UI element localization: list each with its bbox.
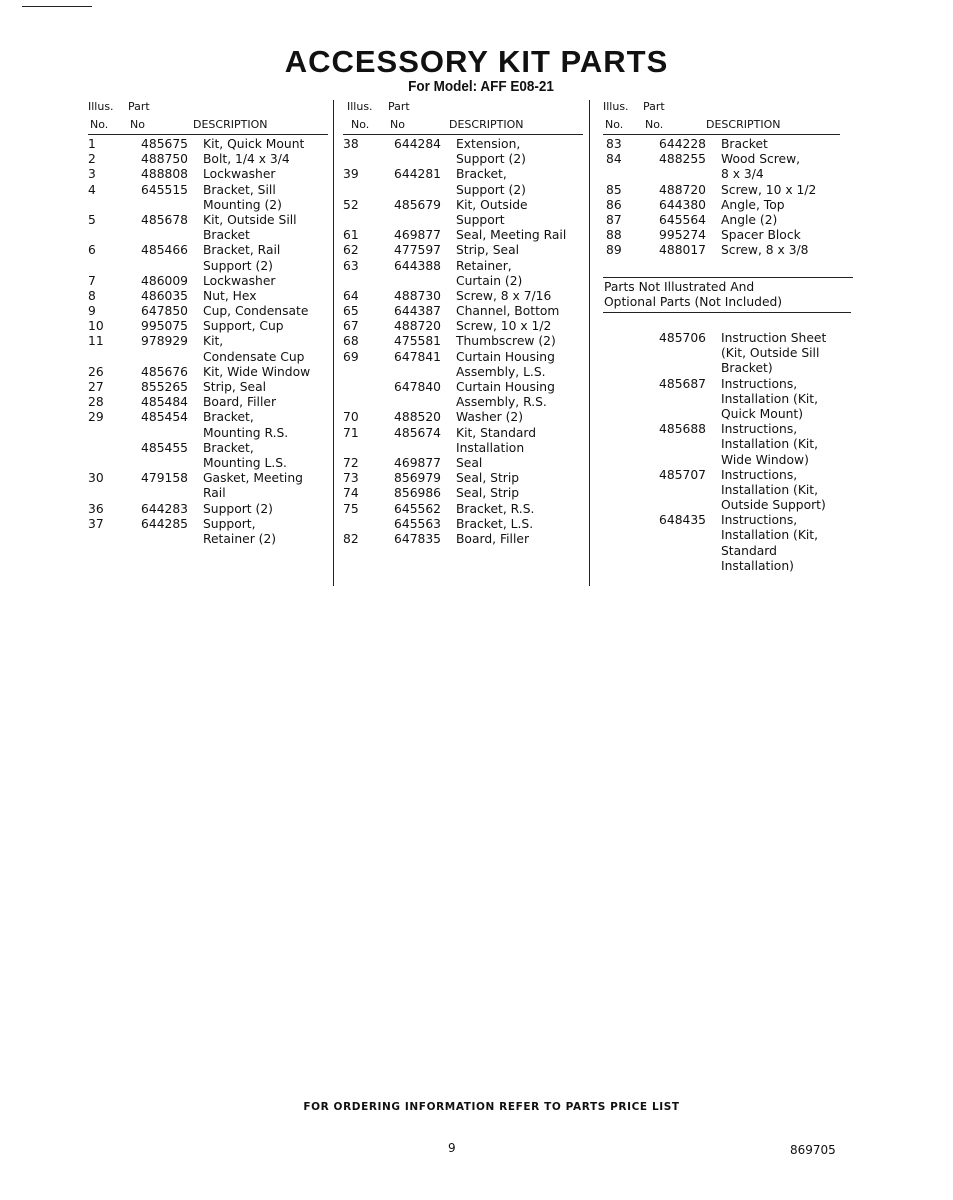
illus-number: 27: [88, 380, 104, 394]
part-number: 488750: [141, 152, 188, 167]
part-number: 644285: [141, 516, 188, 531]
header-part-no: No: [130, 118, 145, 131]
part-description: Installation (Kit,: [721, 437, 819, 452]
part-description: Kit, Standard: [456, 425, 537, 440]
part-number: 645562: [394, 501, 441, 516]
part-description: Washer (2): [456, 410, 524, 425]
part-description: Standard: [721, 543, 777, 558]
part-description: Retainer (2): [203, 531, 277, 546]
part-description: Thumbscrew (2): [456, 334, 556, 349]
part-number: 488720: [394, 319, 441, 334]
part-description: Bracket, Sill: [203, 182, 276, 197]
part-description: Instructions,: [721, 376, 798, 391]
part-description: Retainer,: [456, 258, 512, 273]
illus-number: 2: [88, 152, 96, 167]
illus-number: 28: [88, 395, 104, 410]
illus-number: 26: [88, 364, 104, 379]
part-number: 855265: [141, 380, 188, 394]
illus-number: 86: [606, 197, 622, 212]
header-no: No.: [90, 118, 109, 131]
not-illustrated-heading-2: Optional Parts (Not Included): [604, 295, 783, 309]
part-number: 488808: [141, 167, 188, 182]
part-number: 485484: [141, 395, 188, 410]
part-number: 644281: [394, 167, 441, 182]
part-description: Angle, Top: [721, 197, 785, 212]
part-description: Instructions,: [721, 467, 798, 482]
part-description: Screw, 8 x 3/8: [721, 243, 809, 258]
part-description: Nut, Hex: [203, 288, 257, 303]
part-description: Mounting L.S.: [203, 455, 287, 470]
illus-number: 52: [343, 197, 359, 212]
part-description: Wide Window): [721, 452, 809, 467]
part-description: (Kit, Outside Sill: [721, 346, 820, 361]
part-description: Spacer Block: [721, 228, 801, 243]
part-description: Strip, Seal: [456, 243, 520, 258]
part-description: Seal: [456, 455, 483, 470]
part-description: Lockwasher: [203, 167, 276, 182]
part-number: 485679: [394, 197, 441, 212]
illus-number: 63: [343, 258, 359, 273]
column-divider: [333, 100, 334, 586]
part-description: Installation (Kit,: [721, 482, 819, 497]
part-number: 479158: [141, 471, 188, 486]
illus-number: 65: [343, 304, 359, 319]
illus-number: 83: [606, 137, 622, 151]
illus-number: 6: [88, 243, 96, 258]
illus-number: 67: [343, 319, 359, 334]
header-part-no: No.: [645, 118, 664, 131]
illus-number: 75: [343, 501, 359, 516]
illus-number: 8: [88, 288, 96, 303]
part-description: Board, Filler: [203, 395, 277, 410]
illus-number: 11: [88, 334, 104, 349]
part-number: 485678: [141, 212, 188, 227]
illus-number: 5: [88, 212, 96, 227]
part-description: Bracket: [203, 228, 250, 243]
part-description: Kit, Wide Window: [203, 364, 311, 379]
part-description: Support,: [203, 516, 256, 531]
part-number: 647840: [394, 380, 441, 394]
header-illus: Illus.: [347, 100, 373, 113]
part-number: 978929: [141, 334, 188, 349]
part-description: Seal, Meeting Rail: [456, 228, 567, 243]
part-description: Installation (Kit,: [721, 528, 819, 543]
header-description: DESCRIPTION: [449, 118, 524, 131]
part-number: 485706: [659, 331, 706, 345]
part-description: Support (2): [456, 182, 526, 197]
part-description: Strip, Seal: [203, 380, 267, 394]
part-number: 644388: [394, 258, 441, 273]
part-description: Assembly, R.S.: [456, 395, 547, 410]
part-description: Bolt, 1/4 x 3/4: [203, 152, 290, 167]
part-description: Channel, Bottom: [456, 304, 560, 319]
part-description: Lockwasher: [203, 273, 276, 288]
header-rule: [603, 134, 840, 135]
illus-number: 69: [343, 349, 359, 364]
part-number: 644283: [141, 501, 188, 516]
part-description: Gasket, Meeting: [203, 471, 303, 486]
part-number: 486009: [141, 273, 188, 288]
part-number: 469877: [394, 455, 441, 470]
part-description: Bracket,: [203, 440, 254, 455]
part-description: Rail: [203, 486, 226, 501]
part-description: Support (2): [203, 258, 273, 273]
illus-number: 73: [343, 471, 359, 486]
part-number: 486035: [141, 288, 188, 303]
part-number: 647850: [141, 304, 188, 319]
page-number: 9: [448, 1141, 456, 1155]
part-description: Support, Cup: [203, 319, 284, 334]
header-part: Part: [128, 100, 150, 113]
part-description: Bracket): [721, 361, 773, 376]
not-illustrated-heading-1: Parts Not Illustrated And: [604, 280, 755, 294]
part-description: Bracket, Rail: [203, 243, 281, 258]
part-description: Installation): [721, 558, 794, 573]
part-description: Mounting R.S.: [203, 425, 289, 440]
part-number: 488730: [394, 288, 441, 303]
header-part-no: No: [390, 118, 405, 131]
part-description: Screw, 8 x 7/16: [456, 288, 552, 303]
illus-number: 1: [88, 137, 96, 151]
part-description: Instruction Sheet: [721, 331, 827, 345]
ordering-footer: FOR ORDERING INFORMATION REFER TO PARTS PRICE LIST: [303, 1101, 680, 1113]
part-number: 485675: [141, 137, 188, 151]
illus-number: 68: [343, 334, 359, 349]
illus-number: 61: [343, 228, 359, 243]
header-rule: [88, 134, 328, 135]
part-description: Support (2): [456, 152, 526, 167]
illus-number: 37: [88, 516, 104, 531]
scan-mark: [22, 6, 92, 7]
illus-number: 82: [343, 531, 359, 546]
illus-number: 38: [343, 137, 359, 151]
part-number: 485466: [141, 243, 188, 258]
header-illus: Illus.: [88, 100, 114, 113]
part-number: 488520: [394, 410, 441, 425]
part-number: 644387: [394, 304, 441, 319]
illus-number: 30: [88, 471, 104, 486]
model-subtitle: For Model: AFF E08-21: [408, 78, 554, 95]
part-number: 644228: [659, 137, 706, 151]
part-number: 995274: [659, 228, 706, 243]
part-number: 477597: [394, 243, 441, 258]
part-description: Kit,: [203, 334, 224, 349]
illus-number: 74: [343, 486, 359, 501]
illus-number: 36: [88, 501, 104, 516]
part-description: Mounting (2): [203, 197, 282, 212]
part-description: Curtain Housing: [456, 349, 555, 364]
illus-number: 71: [343, 425, 359, 440]
part-description: 8 x 3/4: [721, 167, 764, 182]
part-number: 644380: [659, 197, 706, 212]
part-number: 644284: [394, 137, 441, 151]
part-description: Kit, Outside Sill: [203, 212, 297, 227]
part-description: Instructions,: [721, 513, 798, 528]
part-description: Seal, Strip: [456, 471, 520, 486]
illus-number: 87: [606, 212, 622, 227]
part-number: 488255: [659, 152, 706, 167]
part-description: Condensate Cup: [203, 349, 305, 364]
part-number: 488720: [659, 182, 706, 197]
part-number: 485707: [659, 467, 706, 482]
header-no: No.: [351, 118, 370, 131]
part-number: 645564: [659, 212, 706, 227]
part-description: Installation: [456, 440, 525, 455]
part-number: 645563: [394, 516, 441, 531]
part-number: 647835: [394, 531, 441, 546]
part-description: Support: [456, 212, 505, 227]
part-description: Cup, Condensate: [203, 304, 309, 319]
illus-number: 29: [88, 410, 104, 425]
illus-number: 70: [343, 410, 359, 425]
part-description: Assembly, L.S.: [456, 364, 546, 379]
part-description: Kit, Outside: [456, 197, 528, 212]
part-number: 856979: [394, 471, 441, 486]
part-number: 485688: [659, 422, 706, 437]
part-number: 856986: [394, 486, 441, 501]
illus-number: 64: [343, 288, 359, 303]
part-description: Curtain Housing: [456, 380, 555, 394]
part-description: Quick Mount): [721, 406, 804, 421]
part-number: 485687: [659, 376, 706, 391]
part-description: Screw, 10 x 1/2: [456, 319, 552, 334]
illus-number: 39: [343, 167, 359, 182]
illus-number: 9: [88, 304, 96, 319]
illus-number: 10: [88, 319, 104, 334]
part-number: 485454: [141, 410, 188, 425]
header-part: Part: [643, 100, 665, 113]
part-description: Curtain (2): [456, 273, 523, 288]
header-description: DESCRIPTION: [706, 118, 781, 131]
part-number: 475581: [394, 334, 441, 349]
part-description: Bracket: [721, 137, 768, 151]
page-title: ACCESSORY KIT PARTS: [284, 44, 669, 79]
part-number: 469877: [394, 228, 441, 243]
part-description: Board, Filler: [456, 531, 530, 546]
section-rule: [603, 277, 853, 278]
part-description: Support (2): [203, 501, 273, 516]
part-number: 995075: [141, 319, 188, 334]
part-number: 485676: [141, 364, 188, 379]
part-number: 488017: [659, 243, 706, 258]
section-rule: [603, 312, 851, 313]
document-number: 869705: [790, 1143, 836, 1157]
part-description: Angle (2): [721, 212, 778, 227]
header-no: No.: [605, 118, 624, 131]
part-description: Bracket,: [456, 167, 507, 182]
part-description: Wood Screw,: [721, 152, 801, 167]
part-number: 485455: [141, 440, 188, 455]
part-description: Bracket,: [203, 410, 254, 425]
illus-number: 62: [343, 243, 359, 258]
illus-number: 89: [606, 243, 622, 258]
header-illus: Illus.: [603, 100, 629, 113]
illus-number: 7: [88, 273, 96, 288]
header-part: Part: [388, 100, 410, 113]
illus-number: 88: [606, 228, 622, 243]
part-description: Bracket, R.S.: [456, 501, 535, 516]
part-description: Instructions,: [721, 422, 798, 437]
part-description: Installation (Kit,: [721, 391, 819, 406]
illus-number: 85: [606, 182, 622, 197]
part-description: Kit, Quick Mount: [203, 137, 305, 151]
part-description: Extension,: [456, 137, 521, 151]
part-number: 485674: [394, 425, 441, 440]
part-description: Screw, 10 x 1/2: [721, 182, 817, 197]
part-description: Outside Support): [721, 498, 826, 513]
part-number: 645515: [141, 182, 188, 197]
part-number: 648435: [659, 513, 706, 528]
header-description: DESCRIPTION: [193, 118, 268, 131]
part-description: Seal, Strip: [456, 486, 520, 501]
part-number: 647841: [394, 349, 441, 364]
illus-number: 84: [606, 152, 622, 167]
illus-number: 3: [88, 167, 96, 182]
illus-number: 4: [88, 182, 96, 197]
part-description: Bracket, L.S.: [456, 516, 534, 531]
column-divider: [589, 100, 590, 586]
header-rule: [343, 134, 583, 135]
illus-number: 72: [343, 455, 359, 470]
